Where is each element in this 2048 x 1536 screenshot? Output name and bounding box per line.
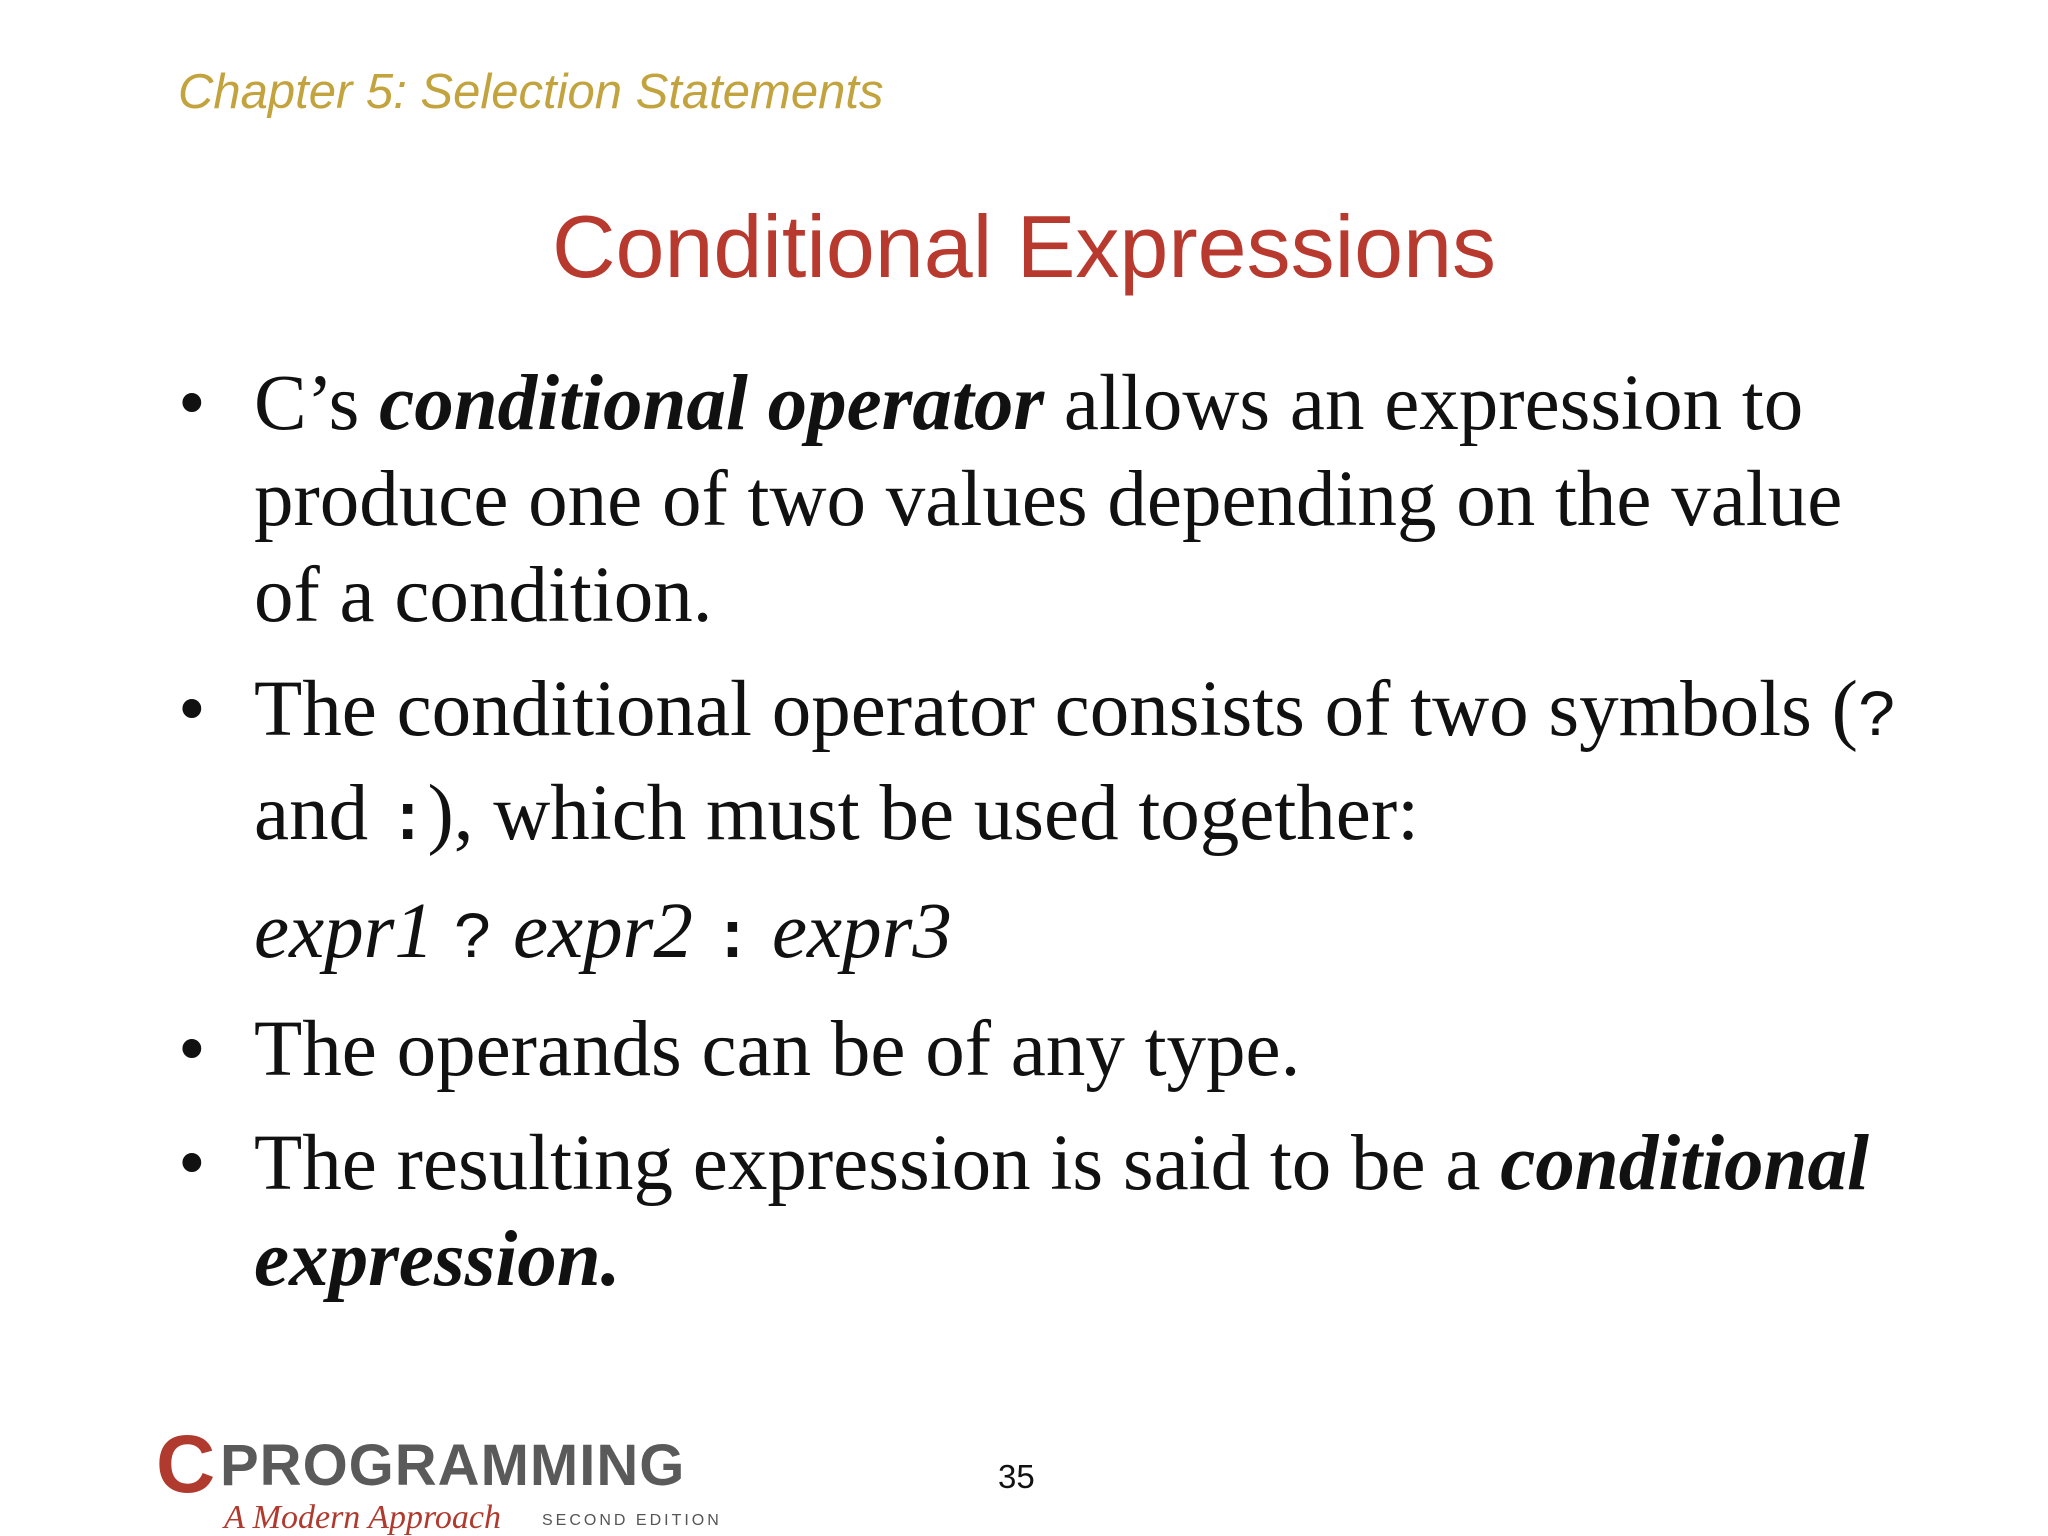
logo-wordmark: PROGRAMMING <box>220 1433 686 1498</box>
bullet-emphasis: conditional expression. <box>254 1120 1869 1303</box>
syntax-expr3: expr3 <box>771 888 952 975</box>
bullet-text: C’s <box>254 360 380 447</box>
bullet-item <box>178 1116 1898 1308</box>
bullet-text: allows an expression to produce one of two values depending on the value of a condition. <box>254 360 1843 639</box>
bullet-marker: • <box>178 1006 206 1093</box>
slide-title: Conditional Expressions <box>551 197 1497 296</box>
bullet-emphasis: conditional operator <box>379 360 1045 447</box>
bullet-marker: • <box>178 1120 206 1207</box>
bullet-text: The operands can be of any type. <box>254 1006 1301 1093</box>
syntax-line <box>178 884 1898 988</box>
logo-subtitle: A Modern Approach <box>224 1499 502 1536</box>
bullet-text: The conditional operator consists of two symbols ( <box>254 666 1858 753</box>
bullet-item <box>178 662 1898 870</box>
bullet-marker: • <box>178 360 206 447</box>
logo-edition: SECOND EDITION <box>542 1512 722 1529</box>
bullet-text: and <box>254 770 388 857</box>
syntax-expr2: expr2 <box>512 888 693 975</box>
bullet-text: ), which must be used together: <box>427 770 1420 857</box>
book-logo <box>156 1419 756 1536</box>
chapter-header: Chapter 5: Selection Statements <box>178 65 884 119</box>
code-symbol-colon: : <box>387 784 428 859</box>
syntax-question: ? <box>453 902 494 977</box>
bullet-marker: • <box>178 666 206 753</box>
logo-letter: C <box>156 1419 216 1510</box>
code-symbol-question: ? <box>1857 680 1898 755</box>
bullet-text: The resulting expression is said to be a <box>254 1120 1501 1207</box>
syntax-expr1: expr1 <box>254 888 434 975</box>
syntax-colon: : <box>712 902 753 977</box>
bullet-item <box>178 1002 1898 1098</box>
bullet-list <box>178 356 1898 1326</box>
bullet-item <box>178 356 1898 644</box>
page-number: 35 <box>998 1458 1035 1495</box>
